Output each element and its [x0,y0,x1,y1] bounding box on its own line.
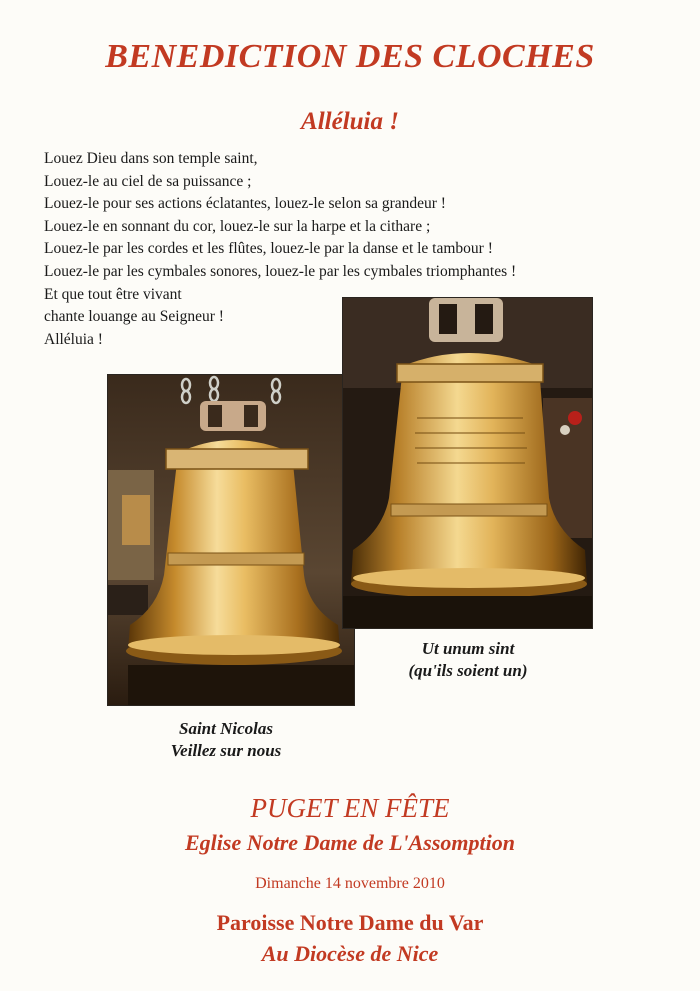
bell-photo-ut-unum-sint [342,297,593,629]
psalm-line: Louez-le pour ses actions éclatantes, louez-le selon sa grandeur ! [44,195,446,213]
diocese-name: Au Diocèse de Nice [261,941,439,966]
psalm-line: Et que tout être vivant [44,285,182,303]
subtitle: Alléluia ! [301,108,399,135]
bell-icon [108,375,354,705]
psalm-line: Louez-le en sonnant du cor, louez-le sur la harpe et la cithare ; [44,217,431,235]
church-name: Eglise Notre Dame de L'Assomption [185,830,515,855]
psalm-line: Louez-le au ciel de sa puissance ; [44,172,252,190]
psalm-line: chante louange au Seigneur ! [44,308,224,326]
bell-icon [343,298,592,628]
caption-saint-nicolas [136,718,316,762]
psalm-line: Louez-le par les cordes et les flûtes, louez-le par la danse et le tambour ! [44,240,493,258]
page-title: BENEDICTION DES CLOCHES [105,38,595,75]
caption-line: Veillez sur nous [170,741,282,760]
caption-line: Ut unum sint [421,639,515,658]
event-date: Dimanche 14 novembre 2010 [255,875,445,892]
bell-photo-saint-nicolas [107,374,355,706]
event-title: PUGET EN FÊTE [250,793,450,823]
psalm-line: Louez-le par les cymbales sonores, louez-le par les cymbales triomphantes ! [44,262,517,280]
psalm-line: Alléluia ! [44,330,103,348]
caption-line: Saint Nicolas [179,719,273,738]
caption-ut-unum-sint [378,638,558,682]
caption-line: (qu'ils soient un) [408,661,528,680]
parish-name: Paroisse Notre Dame du Var [216,910,484,935]
psalm-line: Louez Dieu dans son temple saint, [44,150,258,167]
